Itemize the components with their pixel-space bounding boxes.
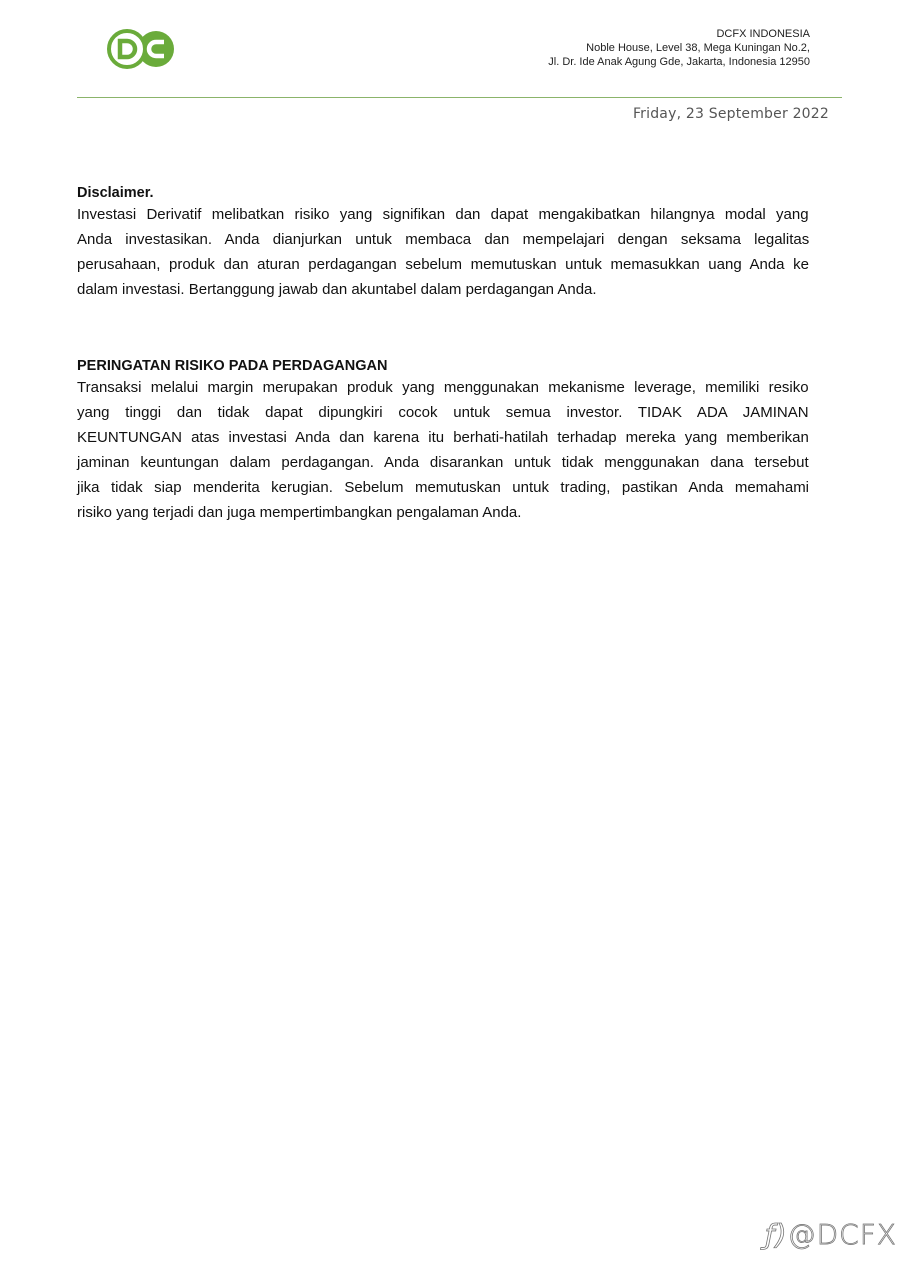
risk-warning-line: risiko yang terjadi dan juga mempertimbangkan pengalaman Anda. [77, 504, 522, 521]
disclaimer-section [77, 183, 809, 302]
watermark [765, 1218, 897, 1251]
company-address [548, 27, 810, 69]
risk-warning-line: Transaksi melalui margin merupakan produk yang menggunakan mekanisme leverage, memiliki resiko [77, 379, 809, 396]
disclaimer-line: Anda investasikan. Anda dianjurkan untuk membaca dan mempelajari dengan seksama legalitas [77, 231, 810, 248]
dcfx-logo [107, 29, 175, 69]
risk-warning-section [77, 356, 809, 525]
address-line-1: Noble House, Level 38, Mega Kuningan No.2, [586, 42, 810, 54]
disclaimer-line: Investasi Derivatif melibatkan risiko yang signifikan dan dapat mengakibatkan hilangnya modal yang [77, 206, 809, 223]
watermark-text: @DCFX [787, 1218, 897, 1251]
platform-icon: ƒ) [764, 1218, 788, 1251]
disclaimer-title: Disclaimer. [77, 185, 154, 201]
risk-warning-line: KEUNTUNGAN atas investasi Anda dan karena itu berhati-hatilah terhadap mereka yang memberikan [77, 429, 809, 446]
risk-warning-line: jaminan keuntungan dalam perdagangan. Anda disarankan untuk tidak menggunakan dana tersebut [77, 454, 809, 471]
risk-warning-title: PERINGATAN RISIKO PADA PERDAGANGAN [77, 358, 388, 374]
risk-warning-line: yang tinggi dan tidak dapat dipungkiri cocok untuk semua investor. TIDAK ADA JAMINAN [77, 404, 809, 421]
header-divider [77, 97, 842, 98]
address-line-2: Jl. Dr. Ide Anak Agung Gde, Jakarta, Indonesia 12950 [548, 56, 810, 68]
disclaimer-line: dalam investasi. Bertanggung jawab dan akuntabel dalam perdagangan Anda. [77, 281, 597, 298]
company-name: DCFX INDONESIA [716, 28, 810, 40]
disclaimer-line: perusahaan, produk dan aturan perdagangan sebelum memutuskan untuk memasukkan uang Anda ke [77, 256, 809, 273]
document-date: Friday, 23 September 2022 [632, 106, 829, 122]
risk-warning-line: jika tidak siap menderita kerugian. Sebelum memutuskan untuk trading, pastikan Anda memahami [77, 479, 810, 496]
